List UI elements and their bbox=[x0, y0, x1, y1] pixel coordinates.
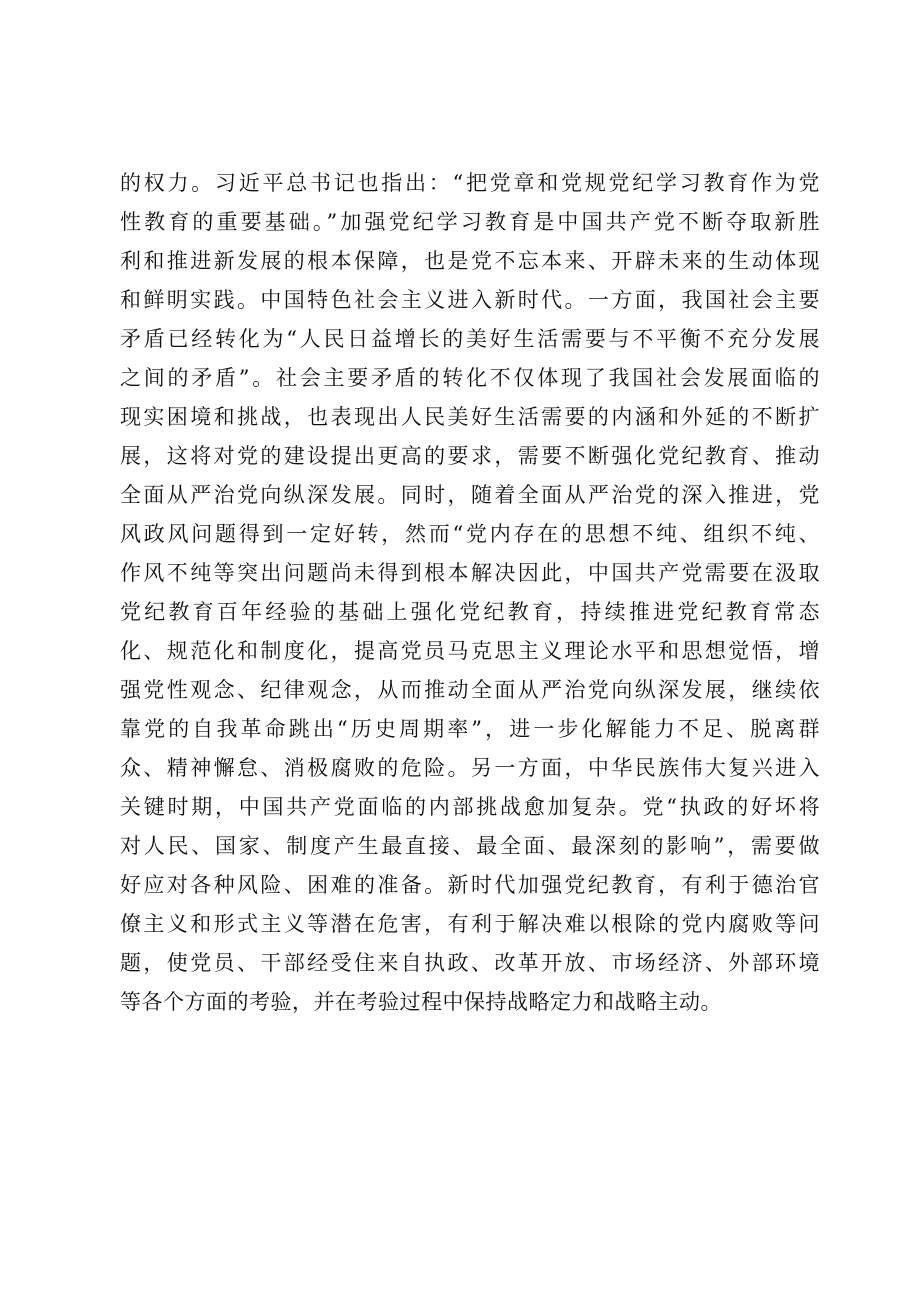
text-line: 强党性观念、纪律观念，从而推动全面从严治党向纵深发展，继续依 bbox=[120, 678, 820, 702]
text-line: 好应对各种风险、困难的准备。新时代加强党纪教育，有利于德治官 bbox=[120, 873, 820, 897]
text-line: 对人民、国家、制度产生最直接、最全面、最深刻的影响”，需要做 bbox=[120, 834, 820, 858]
text-line: 党纪教育百年经验的基础上强化党纪教育，持续推进党纪教育常态 bbox=[120, 600, 820, 624]
text-line: 现实困境和挑战，也表现出人民美好生活需要的内涵和外延的不断扩 bbox=[120, 405, 820, 429]
text-line: 等各个方面的考验，并在考验过程中保持战略定力和战略主动。 bbox=[120, 990, 722, 1014]
text-line: 作风不纯等突出问题尚未得到根本解决因此，中国共产党需要在汲取 bbox=[120, 561, 820, 585]
text-line: 题，使党员、干部经受住来自执政、改革开放、市场经济、外部环境 bbox=[120, 951, 820, 975]
text-line: 之间的矛盾”。社会主要矛盾的转化不仅体现了我国社会发展面临的 bbox=[120, 366, 820, 390]
text-line: 众、精神懈怠、消极腐败的危险。另一方面，中华民族伟大复兴进入 bbox=[120, 756, 820, 780]
text-line: 关键时期，中国共产党面临的内部挑战愈加复杂。党“执政的好坏将 bbox=[120, 795, 820, 819]
body-paragraph bbox=[120, 164, 820, 1022]
text-line: 化、规范化和制度化，提高党员马克思主义理论水平和思想觉悟，增 bbox=[120, 639, 820, 663]
text-line: 和鲜明实践。中国特色社会主义进入新时代。一方面，我国社会主要 bbox=[120, 288, 820, 312]
text-line: 全面从严治党向纵深发展。同时，随着全面从严治党的深入推进，党 bbox=[120, 483, 820, 507]
text-line: 风政风问题得到一定好转，然而“党内存在的思想不纯、组织不纯、 bbox=[120, 522, 820, 546]
text-line: 性教育的重要基础。”加强党纪学习教育是中国共产党不断夺取新胜 bbox=[120, 210, 820, 234]
text-line: 展，这将对党的建设提出更高的要求，需要不断强化党纪教育、推动 bbox=[120, 444, 820, 468]
text-line: 利和推进新发展的根本保障，也是党不忘本来、开辟未来的生动体现 bbox=[120, 249, 820, 273]
text-line: 矛盾已经转化为“人民日益增长的美好生活需要与不平衡不充分发展 bbox=[120, 327, 820, 351]
text-line: 的权力。习近平总书记也指出：“把党章和党规党纪学习教育作为党 bbox=[120, 171, 820, 195]
text-line: 靠党的自我革命跳出“历史周期率”，进一步化解能力不足、脱离群 bbox=[120, 717, 820, 741]
text-line: 僚主义和形式主义等潜在危害，有利于解决难以根除的党内腐败等问 bbox=[120, 912, 820, 936]
